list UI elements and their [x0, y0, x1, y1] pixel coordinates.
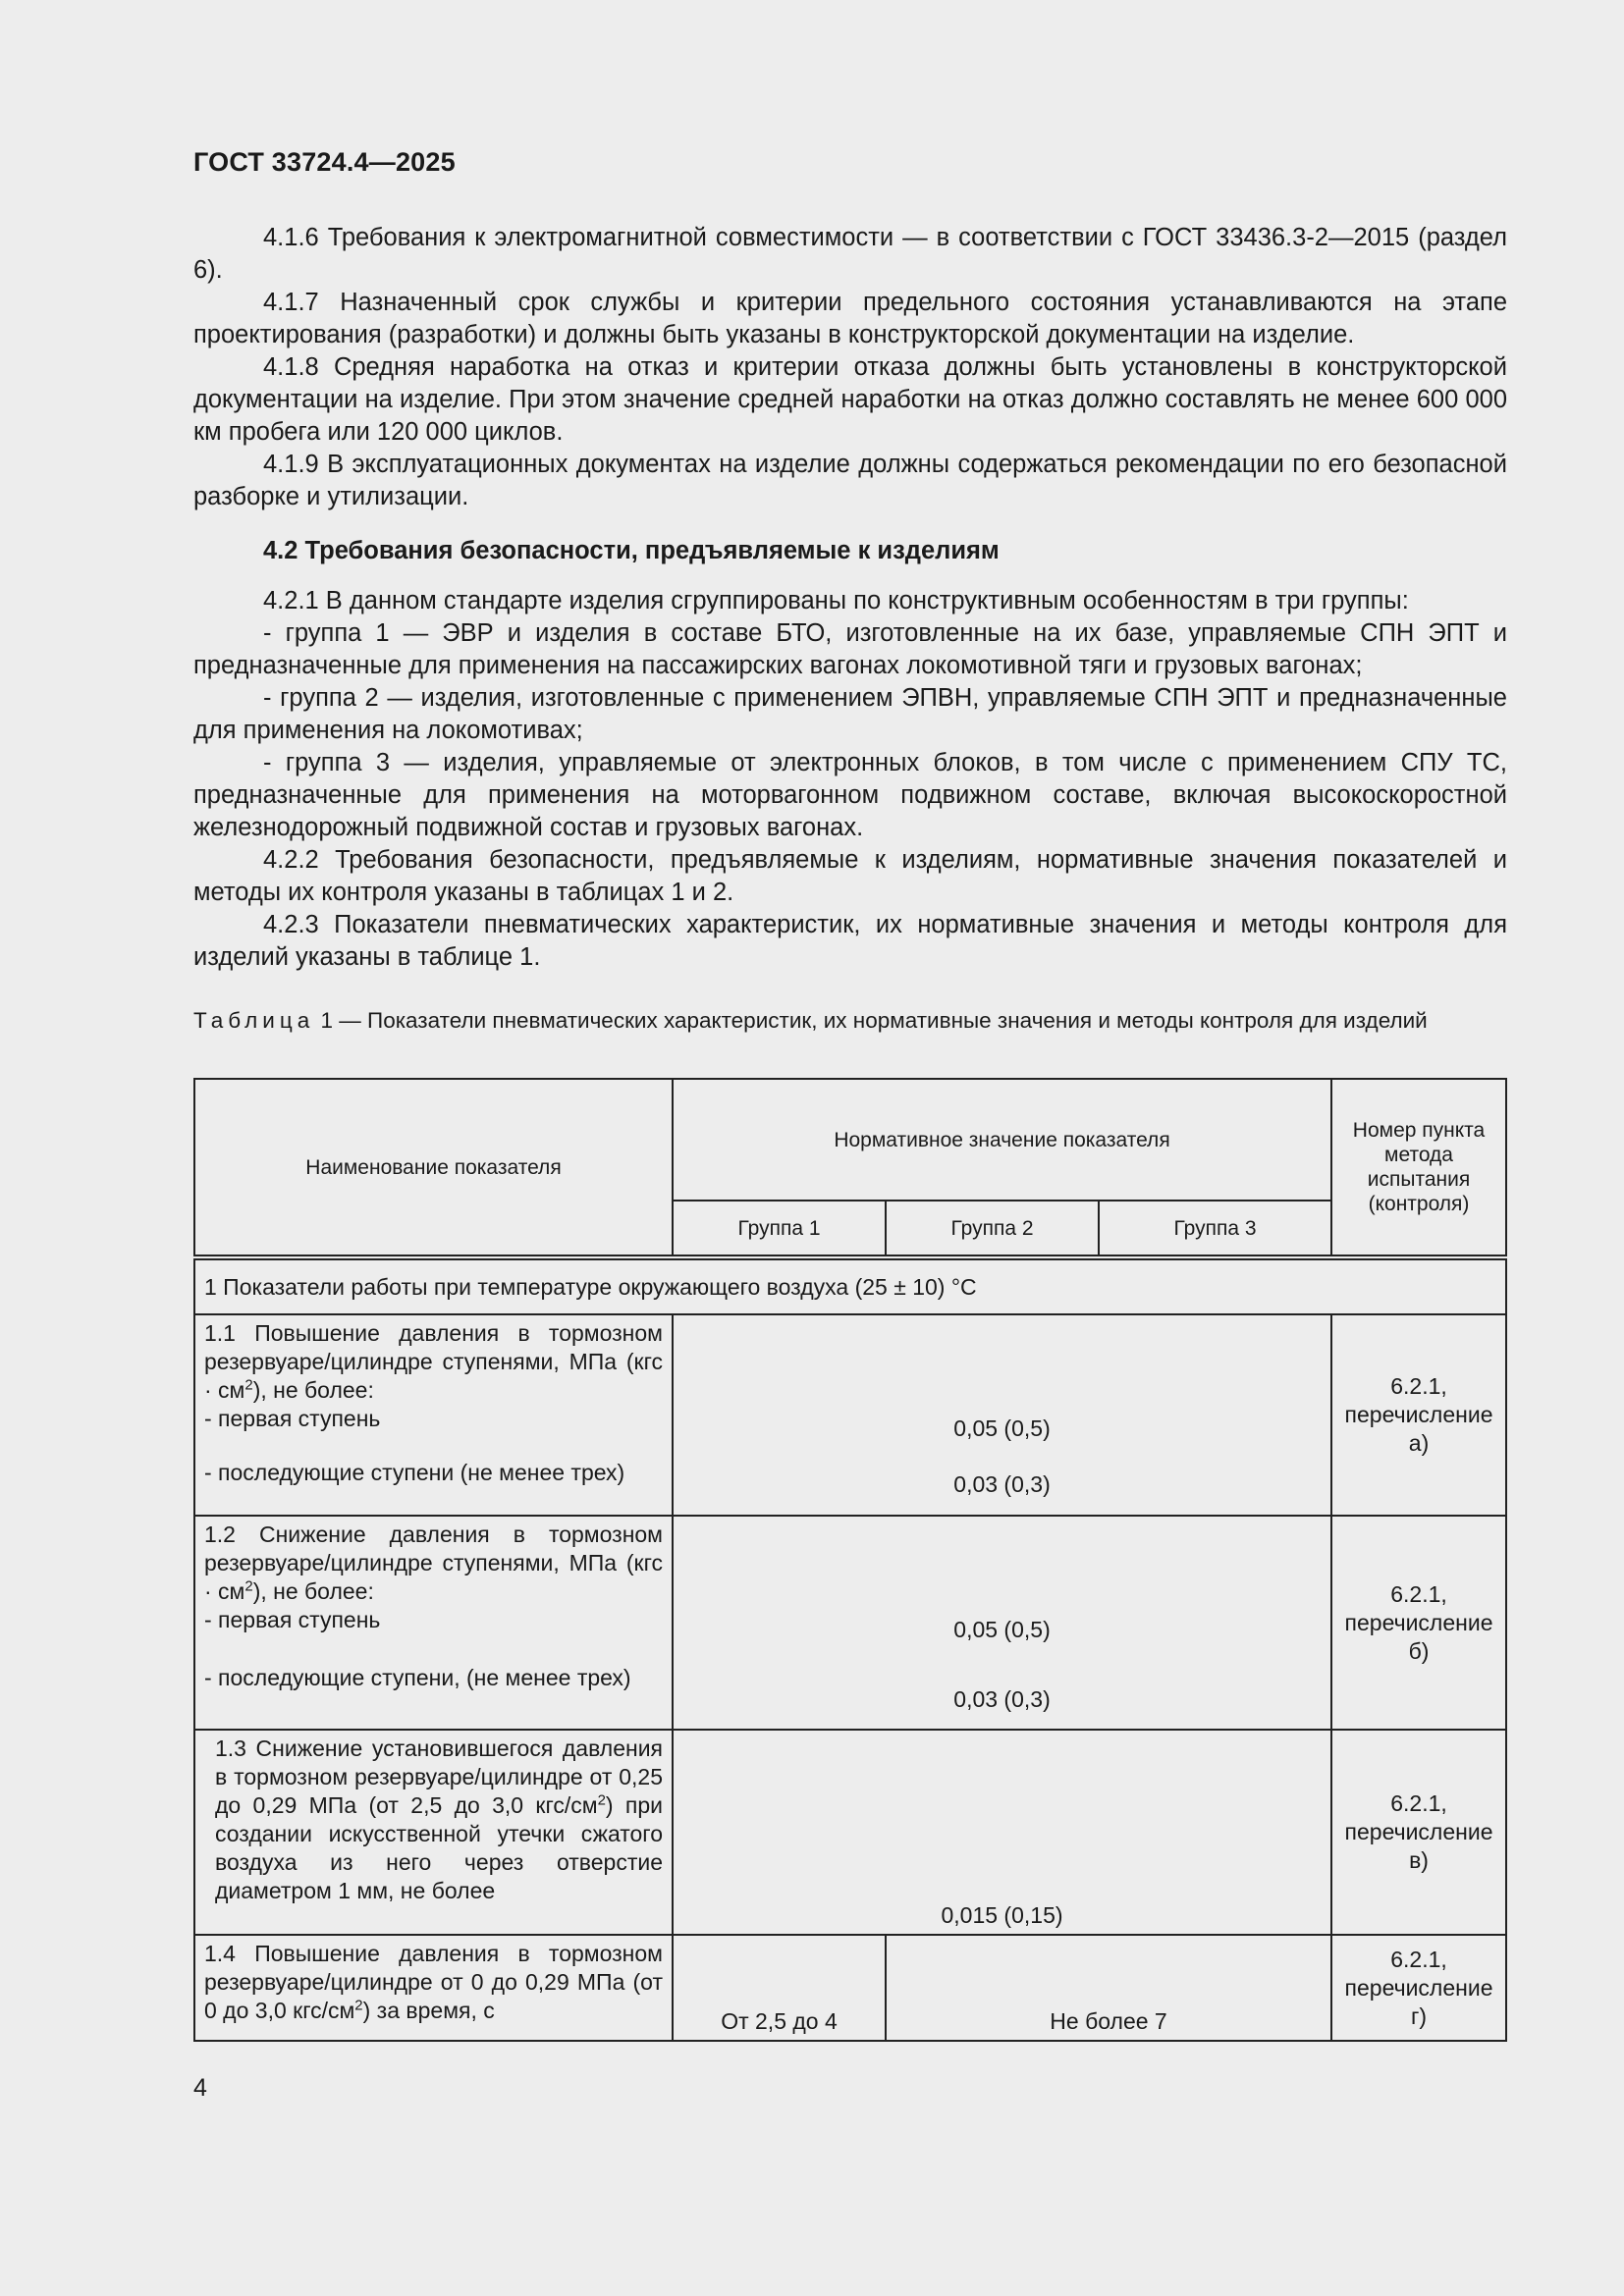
row-1-4-name: 1.4 Повышение давления в тормозном резервуаре/цилиндре от 0 до 0,29 МПа (от 0 до 3,0 кгс/$см^2$) за время, с	[194, 1935, 673, 2041]
header-group-2: Группа 2	[886, 1201, 1099, 1257]
paragraph-4-1-8: 4.1.8 Средняя наработка на отказ и критерии отказа должны быть установлены в конструкторской документации на изделие. При этом значение средней наработки на отказ должно составлять не менее 600 000 км пробега или 120 000 циклов.	[193, 353, 1507, 446]
table-row	[194, 1314, 1506, 1516]
row-1-3-ref: 6.2.1, перечисление в)	[1331, 1730, 1506, 1935]
row-1-2-value-2: 0,03 (0,3)	[953, 1686, 1051, 1712]
header-group-1: Группа 1	[673, 1201, 886, 1257]
row-1-4-value-group-1: От 2,5 до 4	[673, 1935, 886, 2041]
row-1-2-name: 1.2 Снижение давления в тормозном резервуаре/цилиндре ступенями, МПа $(кгс \cdot см^2)$, не более: - первая ступень - последующие ступени, (не менее трех)	[194, 1516, 673, 1730]
table-row	[194, 1516, 1506, 1730]
row-1-2-value-1: 0,05 (0,5)	[953, 1617, 1051, 1642]
header-name: Наименование показателя	[194, 1079, 673, 1257]
row-1-2-ref: 6.2.1, перечисление б)	[1331, 1516, 1506, 1730]
header-test-ref: Номер пункта метода испытания (контроля)	[1331, 1079, 1506, 1257]
row-1-3-name: 1.3 Снижение установившегося давления в тормозном резервуаре/цилиндре от 0,25 до 0,29 МПа (от 2,5 до 3,0 кгс/$см^2$) при создании искусственной утечки сжатого воздуха из него через отверстие диаметром 1 мм, не более	[194, 1730, 673, 1935]
row-1-1-values	[673, 1314, 1331, 1516]
document-header: ГОСТ 33724.4—2025	[193, 147, 456, 177]
paragraph-4-2-1: 4.2.1 В данном стандарте изделия сгруппированы по конструктивным особенностям в три группы:	[263, 587, 1409, 614]
table-1	[193, 1078, 1507, 2042]
section-heading-4-2: 4.2 Требования безопасности, предъявляемые к изделиям	[263, 537, 1000, 564]
row-1-1-ref: 6.2.1, перечисление а)	[1331, 1314, 1506, 1516]
page-number: 4	[193, 2074, 207, 2102]
list-item-group-1: - группа 1 — ЭВР и изделия в составе БТО, изготовленные на их базе, управляемые СПН ЭПТ и предназначенные для применения на пассажирских вагонах локомотивной тяги и грузовых вагонах;	[193, 619, 1507, 679]
table-caption-label: Таблица	[193, 1008, 315, 1033]
paragraph-4-1-9: 4.1.9 В эксплуатационных документах на изделие должны содержаться рекомендации по его безопасной разборке и утилизации.	[193, 451, 1507, 510]
paragraph-4-2-2: 4.2.2 Требования безопасности, предъявляемые к изделиям, нормативные значения показателей и методы их контроля указаны в таблицах 1 и 2.	[193, 846, 1507, 906]
header-norm-value: Нормативное значение показателя	[673, 1079, 1331, 1201]
row-1-4-ref: 6.2.1, перечисление г)	[1331, 1935, 1506, 2041]
row-1-1-value-1: 0,05 (0,5)	[953, 1415, 1051, 1441]
table-section-row	[194, 1257, 1506, 1314]
table-row	[194, 1935, 1506, 2041]
header-group-3: Группа 3	[1099, 1201, 1331, 1257]
row-1-1-name: 1.1 Повышение давления в тормозном резервуаре/цилиндре ступенями, МПа $(кгс \cdot см^2)$, не более: - первая ступень - последующие ступени (не менее трех)	[194, 1314, 673, 1516]
paragraph-4-2-3: 4.2.3 Показатели пневматических характеристик, их нормативные значения и методы контроля для изделий указаны в таблице 1.	[193, 911, 1507, 971]
paragraph-4-1-6: 4.1.6 Требования к электромагнитной совместимости — в соответствии с ГОСТ 33436.3-2—2015 (раздел 6).	[193, 224, 1507, 284]
row-1-1-value-2: 0,03 (0,3)	[953, 1471, 1051, 1497]
table-header-row	[194, 1079, 1506, 1201]
row-1-4-value-group-2-3: Не более 7	[886, 1935, 1331, 2041]
table-row	[194, 1730, 1506, 1935]
row-1-3-value: 0,015 (0,15)	[673, 1730, 1331, 1935]
section-1-title: 1 Показатели работы при температуре окружающего воздуха (25 ± 10) °С	[194, 1257, 1506, 1314]
body-text-top	[193, 222, 1507, 974]
table-caption-text: 1 — Показатели пневматических характеристик, их нормативные значения и методы контроля для изделий	[320, 1008, 1428, 1033]
list-item-group-3: - группа 3 — изделия, управляемые от электронных блоков, в том числе с применением СПУ ТС, предназначенные для применения на моторвагонном подвижном составе, включая высокоскоростной железнодорожный подвижной состав и грузовых вагонах.	[193, 749, 1507, 841]
list-item-group-2: - группа 2 — изделия, изготовленные с применением ЭПВН, управляемые СПН ЭПТ и предназначенные для применения на локомотивах;	[193, 684, 1507, 744]
table-caption	[193, 1006, 1507, 1035]
paragraph-4-1-7: 4.1.7 Назначенный срок службы и критерии предельного состояния устанавливаются на этапе проектирования (разработки) и должны быть указаны в конструкторской документации на изделие.	[193, 289, 1507, 348]
row-1-2-values	[673, 1516, 1331, 1730]
